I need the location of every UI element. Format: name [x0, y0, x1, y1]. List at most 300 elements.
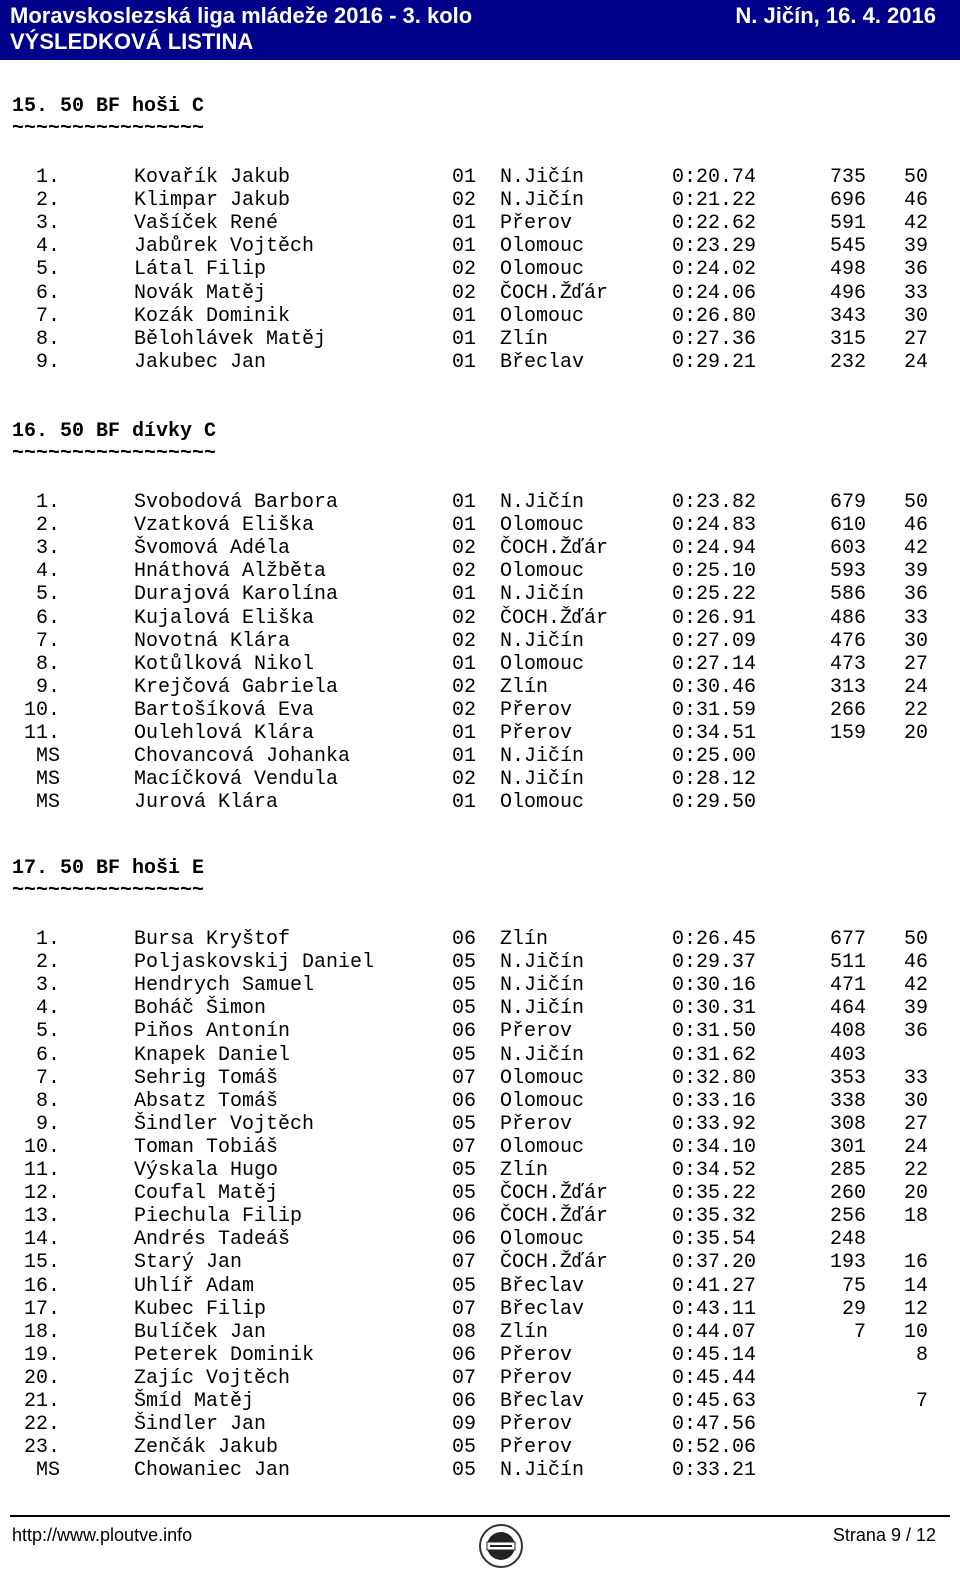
result-birth-year: 08 [452, 1320, 477, 1344]
result-swimmer-name: Kovařík Jakub [134, 166, 291, 189]
result-club: Olomouc [500, 1089, 585, 1113]
result-birth-year: 06 [452, 1205, 477, 1229]
result-birth-year: 01 [452, 745, 477, 769]
result-place-points: 24 [903, 350, 928, 374]
result-row [0, 653, 960, 676]
result-birth-year: 01 [452, 304, 477, 328]
result-club: Přerov [500, 212, 573, 236]
result-rank: 4. [35, 560, 60, 584]
result-rank: 8. [35, 652, 60, 676]
result-row [0, 1228, 960, 1251]
result-rank: 9. [35, 675, 60, 699]
result-points: 545 [829, 235, 866, 259]
result-points: 511 [829, 951, 866, 975]
result-place-points: 50 [903, 166, 928, 189]
result-place-points: 14 [903, 1274, 928, 1298]
result-swimmer-name: Šmíd Matěj [134, 1390, 255, 1413]
result-place-points: 30 [903, 1089, 928, 1113]
result-place-points: 39 [903, 235, 928, 259]
result-birth-year: 05 [452, 1159, 477, 1182]
result-rank: 18. [23, 1320, 60, 1344]
result-swimmer-name: Novotná Klára [134, 629, 291, 653]
result-birth-year: 01 [452, 583, 477, 607]
result-club: Přerov [500, 722, 573, 745]
result-club: Přerov [500, 1436, 573, 1460]
result-time: 0:24.02 [672, 258, 757, 282]
result-time: 0:31.59 [672, 698, 757, 722]
result-club: Olomouc [500, 1135, 585, 1159]
result-club: N.Jičín [500, 745, 585, 769]
result-points: 232 [829, 350, 866, 374]
result-row [0, 560, 960, 583]
result-row [0, 974, 960, 997]
result-time: 0:29.37 [672, 951, 757, 975]
result-club: Olomouc [500, 514, 585, 538]
footer-divider [10, 1515, 950, 1517]
event-title-underline: ~~~~~~~~~~~~~~~~~ [12, 442, 217, 465]
result-birth-year: 05 [452, 1112, 477, 1136]
result-points: 735 [829, 166, 866, 189]
result-points: 403 [829, 1043, 866, 1067]
result-row [0, 1159, 960, 1182]
result-place-points: 24 [903, 675, 928, 699]
result-place-points: 50 [903, 928, 928, 951]
result-row [0, 1321, 960, 1344]
result-club: Břeclav [500, 350, 585, 374]
result-birth-year: 01 [452, 514, 477, 538]
result-swimmer-name: Toman Tobiáš [134, 1135, 279, 1159]
result-club: Přerov [500, 698, 573, 722]
result-row [0, 189, 960, 212]
result-birth-year: 09 [452, 1413, 477, 1437]
result-rank: 19. [23, 1343, 60, 1367]
event-title-underline: ~~~~~~~~~~~~~~~~ [12, 117, 205, 140]
result-rank: 7. [35, 304, 60, 328]
result-birth-year: 05 [452, 1182, 477, 1206]
result-club: N.Jičín [500, 997, 585, 1021]
result-rank: 22. [23, 1413, 60, 1437]
result-birth-year: 01 [452, 722, 477, 745]
result-time: 0:31.62 [672, 1043, 757, 1067]
result-points: 677 [829, 928, 866, 951]
result-time: 0:33.21 [672, 1459, 757, 1483]
result-row [0, 1205, 960, 1228]
result-points: 408 [829, 1020, 866, 1044]
result-place-points: 42 [903, 212, 928, 236]
result-swimmer-name: Jabůrek Vojtěch [134, 235, 315, 259]
result-row [0, 351, 960, 374]
result-rank: 2. [35, 189, 60, 213]
result-swimmer-name: Kubec Filip [134, 1297, 267, 1321]
result-swimmer-name: Bělohlávek Matěj [134, 327, 327, 351]
result-row [0, 768, 960, 791]
result-time: 0:22.62 [672, 212, 757, 236]
result-swimmer-name: Krejčová Gabriela [134, 675, 339, 699]
result-row [0, 282, 960, 305]
result-time: 0:28.12 [672, 768, 757, 792]
result-swimmer-name: Piechula Filip [134, 1205, 303, 1229]
result-club: N.Jičín [500, 768, 585, 792]
result-points: 591 [829, 212, 866, 236]
result-time: 0:47.56 [672, 1413, 757, 1437]
result-club: N.Jičín [500, 1043, 585, 1067]
result-place-points: 27 [903, 652, 928, 676]
result-time: 0:24.06 [672, 281, 757, 305]
result-club: ČOCH.Žďár [500, 1205, 609, 1229]
event-title: 17. 50 BF hoši E [12, 857, 205, 880]
result-club: Přerov [500, 1020, 573, 1044]
result-rank: 21. [23, 1390, 60, 1413]
result-birth-year: 05 [452, 1274, 477, 1298]
result-club: Olomouc [500, 258, 585, 282]
result-time: 0:30.46 [672, 675, 757, 699]
result-club: Olomouc [500, 652, 585, 676]
result-row [0, 745, 960, 768]
result-place-points: 27 [903, 1112, 928, 1136]
result-points: 696 [829, 189, 866, 213]
result-rank: 4. [35, 235, 60, 259]
result-swimmer-name: Šindler Jan [134, 1413, 267, 1437]
result-birth-year: 05 [452, 997, 477, 1021]
result-club: ČOCH.Žďár [500, 1182, 609, 1206]
result-birth-year: 05 [452, 974, 477, 998]
result-row [0, 997, 960, 1020]
result-swimmer-name: Andrés Tadeáš [134, 1228, 291, 1252]
result-club: ČOCH.Žďár [500, 281, 609, 305]
result-points: 256 [829, 1205, 866, 1229]
result-club: Zlín [500, 675, 549, 699]
result-time: 0:37.20 [672, 1251, 757, 1275]
result-birth-year: 01 [452, 350, 477, 374]
result-points: 603 [829, 537, 866, 561]
software-zavody-logo-icon [478, 1523, 524, 1569]
result-row [0, 1067, 960, 1090]
result-time: 0:27.36 [672, 327, 757, 351]
result-time: 0:24.94 [672, 537, 757, 561]
result-rank: 9. [35, 350, 60, 374]
result-birth-year: 01 [452, 652, 477, 676]
result-rank: 5. [35, 258, 60, 282]
result-points: 248 [829, 1228, 866, 1252]
result-swimmer-name: Výskala Hugo [134, 1159, 279, 1182]
result-points: 593 [829, 560, 866, 584]
result-rank: 4. [35, 997, 60, 1021]
result-rank: 20. [23, 1366, 60, 1390]
result-time: 0:23.29 [672, 235, 757, 259]
result-rank: 14. [23, 1228, 60, 1252]
result-swimmer-name: Coufal Matěj [134, 1182, 279, 1206]
result-club: Zlín [500, 928, 549, 951]
result-swimmer-name: Bulíček Jan [134, 1320, 267, 1344]
result-points: 29 [841, 1297, 866, 1321]
result-rank: 23. [23, 1436, 60, 1460]
result-swimmer-name: Chowaniec Jan [134, 1459, 291, 1483]
result-points: 486 [829, 606, 866, 630]
result-rank: 16. [23, 1274, 60, 1298]
result-swimmer-name: Svobodová Barbora [134, 491, 339, 514]
result-row [0, 699, 960, 722]
result-club: Zlín [500, 327, 549, 351]
result-rank: 3. [35, 537, 60, 561]
result-swimmer-name: Švomová Adéla [134, 537, 291, 561]
result-time: 0:35.54 [672, 1228, 757, 1252]
result-birth-year: 06 [452, 1089, 477, 1113]
result-rank: 8. [35, 327, 60, 351]
result-club: Olomouc [500, 1228, 585, 1252]
result-points: 308 [829, 1112, 866, 1136]
result-place-points: 50 [903, 491, 928, 514]
result-time: 0:27.14 [672, 652, 757, 676]
result-time: 0:33.92 [672, 1112, 757, 1136]
result-birth-year: 01 [452, 235, 477, 259]
result-row [0, 951, 960, 974]
result-club: Přerov [500, 1366, 573, 1390]
result-birth-year: 06 [452, 1020, 477, 1044]
result-time: 0:25.00 [672, 745, 757, 769]
result-club: N.Jičín [500, 491, 585, 514]
result-time: 0:41.27 [672, 1274, 757, 1298]
result-swimmer-name: Hnáthová Alžběta [134, 560, 327, 584]
result-swimmer-name: Starý Jan [134, 1251, 243, 1275]
result-swimmer-name: Boháč Šimon [134, 997, 267, 1021]
result-row [0, 1367, 960, 1390]
result-club: N.Jičín [500, 1459, 585, 1483]
result-swimmer-name: Bartošíková Eva [134, 698, 315, 722]
result-time: 0:45.63 [672, 1390, 757, 1413]
result-place-points: 42 [903, 974, 928, 998]
result-place-points: 36 [903, 258, 928, 282]
result-club: Břeclav [500, 1274, 585, 1298]
result-time: 0:26.80 [672, 304, 757, 328]
result-row [0, 791, 960, 814]
result-swimmer-name: Novák Matěj [134, 281, 267, 305]
result-points: 496 [829, 281, 866, 305]
result-birth-year: 07 [452, 1297, 477, 1321]
result-time: 0:25.22 [672, 583, 757, 607]
result-rank: 5. [35, 583, 60, 607]
result-time: 0:30.16 [672, 974, 757, 998]
result-birth-year: 06 [452, 928, 477, 951]
result-club: N.Jičín [500, 583, 585, 607]
result-place-points: 20 [903, 722, 928, 745]
result-birth-year: 07 [452, 1066, 477, 1090]
result-row [0, 491, 960, 514]
result-place-points: 8 [915, 1343, 928, 1367]
result-rank: 6. [35, 1043, 60, 1067]
result-row [0, 1413, 960, 1436]
result-rank: 17. [23, 1297, 60, 1321]
result-swimmer-name: Jurová Klára [134, 791, 279, 815]
result-place-points: 27 [903, 327, 928, 351]
page-subtitle: VÝSLEDKOVÁ LISTINA [10, 29, 254, 54]
result-points: 193 [829, 1251, 866, 1275]
result-birth-year: 02 [452, 698, 477, 722]
result-points: 343 [829, 304, 866, 328]
result-rank: 3. [35, 212, 60, 236]
result-row [0, 1436, 960, 1459]
result-swimmer-name: Látal Filip [134, 258, 267, 282]
result-birth-year: 01 [452, 491, 477, 514]
result-row [0, 630, 960, 653]
result-place-points: 33 [903, 606, 928, 630]
result-row [0, 1113, 960, 1136]
result-points: 301 [829, 1135, 866, 1159]
result-club: Zlín [500, 1159, 549, 1182]
result-row [0, 1090, 960, 1113]
result-birth-year: 02 [452, 189, 477, 213]
result-row [0, 1182, 960, 1205]
result-club: Olomouc [500, 791, 585, 815]
result-club: Přerov [500, 1413, 573, 1437]
result-time: 0:21.22 [672, 189, 757, 213]
result-place-points: 22 [903, 698, 928, 722]
result-time: 0:26.45 [672, 928, 757, 951]
result-club: Břeclav [500, 1297, 585, 1321]
result-swimmer-name: Šindler Vojtěch [134, 1112, 315, 1136]
event-title-underline: ~~~~~~~~~~~~~~~~ [12, 879, 205, 902]
result-rank: 1. [35, 928, 60, 951]
result-place-points: 24 [903, 1135, 928, 1159]
result-swimmer-name: Kozák Dominik [134, 304, 291, 328]
result-birth-year: 05 [452, 1436, 477, 1460]
result-swimmer-name: Piňos Antonín [134, 1020, 291, 1044]
result-points: 266 [829, 698, 866, 722]
result-time: 0:34.52 [672, 1159, 757, 1182]
result-row [0, 1344, 960, 1367]
result-swimmer-name: Klimpar Jakub [134, 189, 291, 213]
result-rank: MS [35, 745, 60, 769]
result-points: 75 [841, 1274, 866, 1298]
result-birth-year: 06 [452, 1343, 477, 1367]
result-club: Zlín [500, 1320, 549, 1344]
result-rank: 2. [35, 514, 60, 538]
result-time: 0:35.22 [672, 1182, 757, 1206]
result-club: N.Jičín [500, 951, 585, 975]
event-title: 16. 50 BF dívky C [12, 420, 217, 443]
result-points: 7 [853, 1320, 866, 1344]
result-club: N.Jičín [500, 974, 585, 998]
result-time: 0:26.91 [672, 606, 757, 630]
page-footer [0, 1515, 960, 1565]
result-swimmer-name: Hendrych Samuel [134, 974, 315, 998]
result-place-points: 33 [903, 1066, 928, 1090]
result-place-points: 46 [903, 189, 928, 213]
result-place-points: 18 [903, 1205, 928, 1229]
result-club: N.Jičín [500, 629, 585, 653]
result-place-points: 46 [903, 951, 928, 975]
result-club: ČOCH.Žďár [500, 1251, 609, 1275]
result-swimmer-name: Oulehlová Klára [134, 722, 315, 745]
result-birth-year: 07 [452, 1251, 477, 1275]
result-birth-year: 07 [452, 1135, 477, 1159]
result-swimmer-name: Absatz Tomáš [134, 1089, 279, 1113]
result-points: 464 [829, 997, 866, 1021]
result-rank: 15. [23, 1251, 60, 1275]
result-row [0, 1251, 960, 1274]
result-club: N.Jičín [500, 189, 585, 213]
result-place-points: 7 [915, 1390, 928, 1413]
result-club: ČOCH.Žďár [500, 606, 609, 630]
result-swimmer-name: Bursa Kryštof [134, 928, 291, 951]
result-birth-year: 07 [452, 1366, 477, 1390]
result-time: 0:25.10 [672, 560, 757, 584]
result-time: 0:45.14 [672, 1343, 757, 1367]
result-swimmer-name: Uhlíř Adam [134, 1274, 255, 1298]
result-row [0, 583, 960, 606]
result-swimmer-name: Macíčková Vendula [134, 768, 339, 792]
result-time: 0:33.16 [672, 1089, 757, 1113]
result-club: Olomouc [500, 304, 585, 328]
result-birth-year: 01 [452, 212, 477, 236]
result-time: 0:45.44 [672, 1366, 757, 1390]
result-birth-year: 02 [452, 537, 477, 561]
result-club: Přerov [500, 1112, 573, 1136]
event-place-date: N. Jičín, 16. 4. 2016 [735, 3, 936, 28]
result-row [0, 1136, 960, 1159]
result-points: 159 [829, 722, 866, 745]
result-time: 0:34.10 [672, 1135, 757, 1159]
result-points: 260 [829, 1182, 866, 1206]
result-points: 285 [829, 1159, 866, 1182]
result-rank: 2. [35, 951, 60, 975]
result-points: 476 [829, 629, 866, 653]
result-place-points: 33 [903, 281, 928, 305]
result-time: 0:52.06 [672, 1436, 757, 1460]
result-row [0, 1044, 960, 1067]
result-birth-year: 01 [452, 327, 477, 351]
result-rank: MS [35, 768, 60, 792]
result-rank: 6. [35, 281, 60, 305]
result-row [0, 166, 960, 189]
result-rank: 13. [23, 1205, 60, 1229]
result-birth-year: 02 [452, 560, 477, 584]
result-rank: 3. [35, 974, 60, 998]
result-row [0, 607, 960, 630]
result-place-points: 10 [903, 1320, 928, 1344]
result-row [0, 1298, 960, 1321]
result-swimmer-name: Vzatková Eliška [134, 514, 315, 538]
result-time: 0:44.07 [672, 1320, 757, 1344]
result-birth-year: 02 [452, 768, 477, 792]
result-club: Břeclav [500, 1390, 585, 1413]
result-rank: 7. [35, 1066, 60, 1090]
result-time: 0:27.09 [672, 629, 757, 653]
result-rank: 10. [23, 698, 60, 722]
result-swimmer-name: Zenčák Jakub [134, 1436, 279, 1460]
result-time: 0:24.83 [672, 514, 757, 538]
result-rank: 6. [35, 606, 60, 630]
result-row [0, 328, 960, 351]
result-birth-year: 02 [452, 606, 477, 630]
result-birth-year: 06 [452, 1228, 477, 1252]
result-place-points: 39 [903, 560, 928, 584]
result-time: 0:32.80 [672, 1066, 757, 1090]
page-header [0, 0, 960, 60]
result-swimmer-name: Kotůlková Nikol [134, 652, 315, 676]
result-birth-year: 05 [452, 1043, 477, 1067]
result-row [0, 537, 960, 560]
result-rank: 8. [35, 1089, 60, 1113]
website-link[interactable]: http://www.ploutve.info [12, 1525, 193, 1545]
result-swimmer-name: Knapek Daniel [134, 1043, 291, 1067]
result-swimmer-name: Jakubec Jan [134, 350, 267, 374]
result-row [0, 258, 960, 281]
result-swimmer-name: Peterek Dominik [134, 1343, 315, 1367]
result-row [0, 1459, 960, 1482]
result-place-points: 46 [903, 514, 928, 538]
result-club: Olomouc [500, 1066, 585, 1090]
result-place-points: 42 [903, 537, 928, 561]
